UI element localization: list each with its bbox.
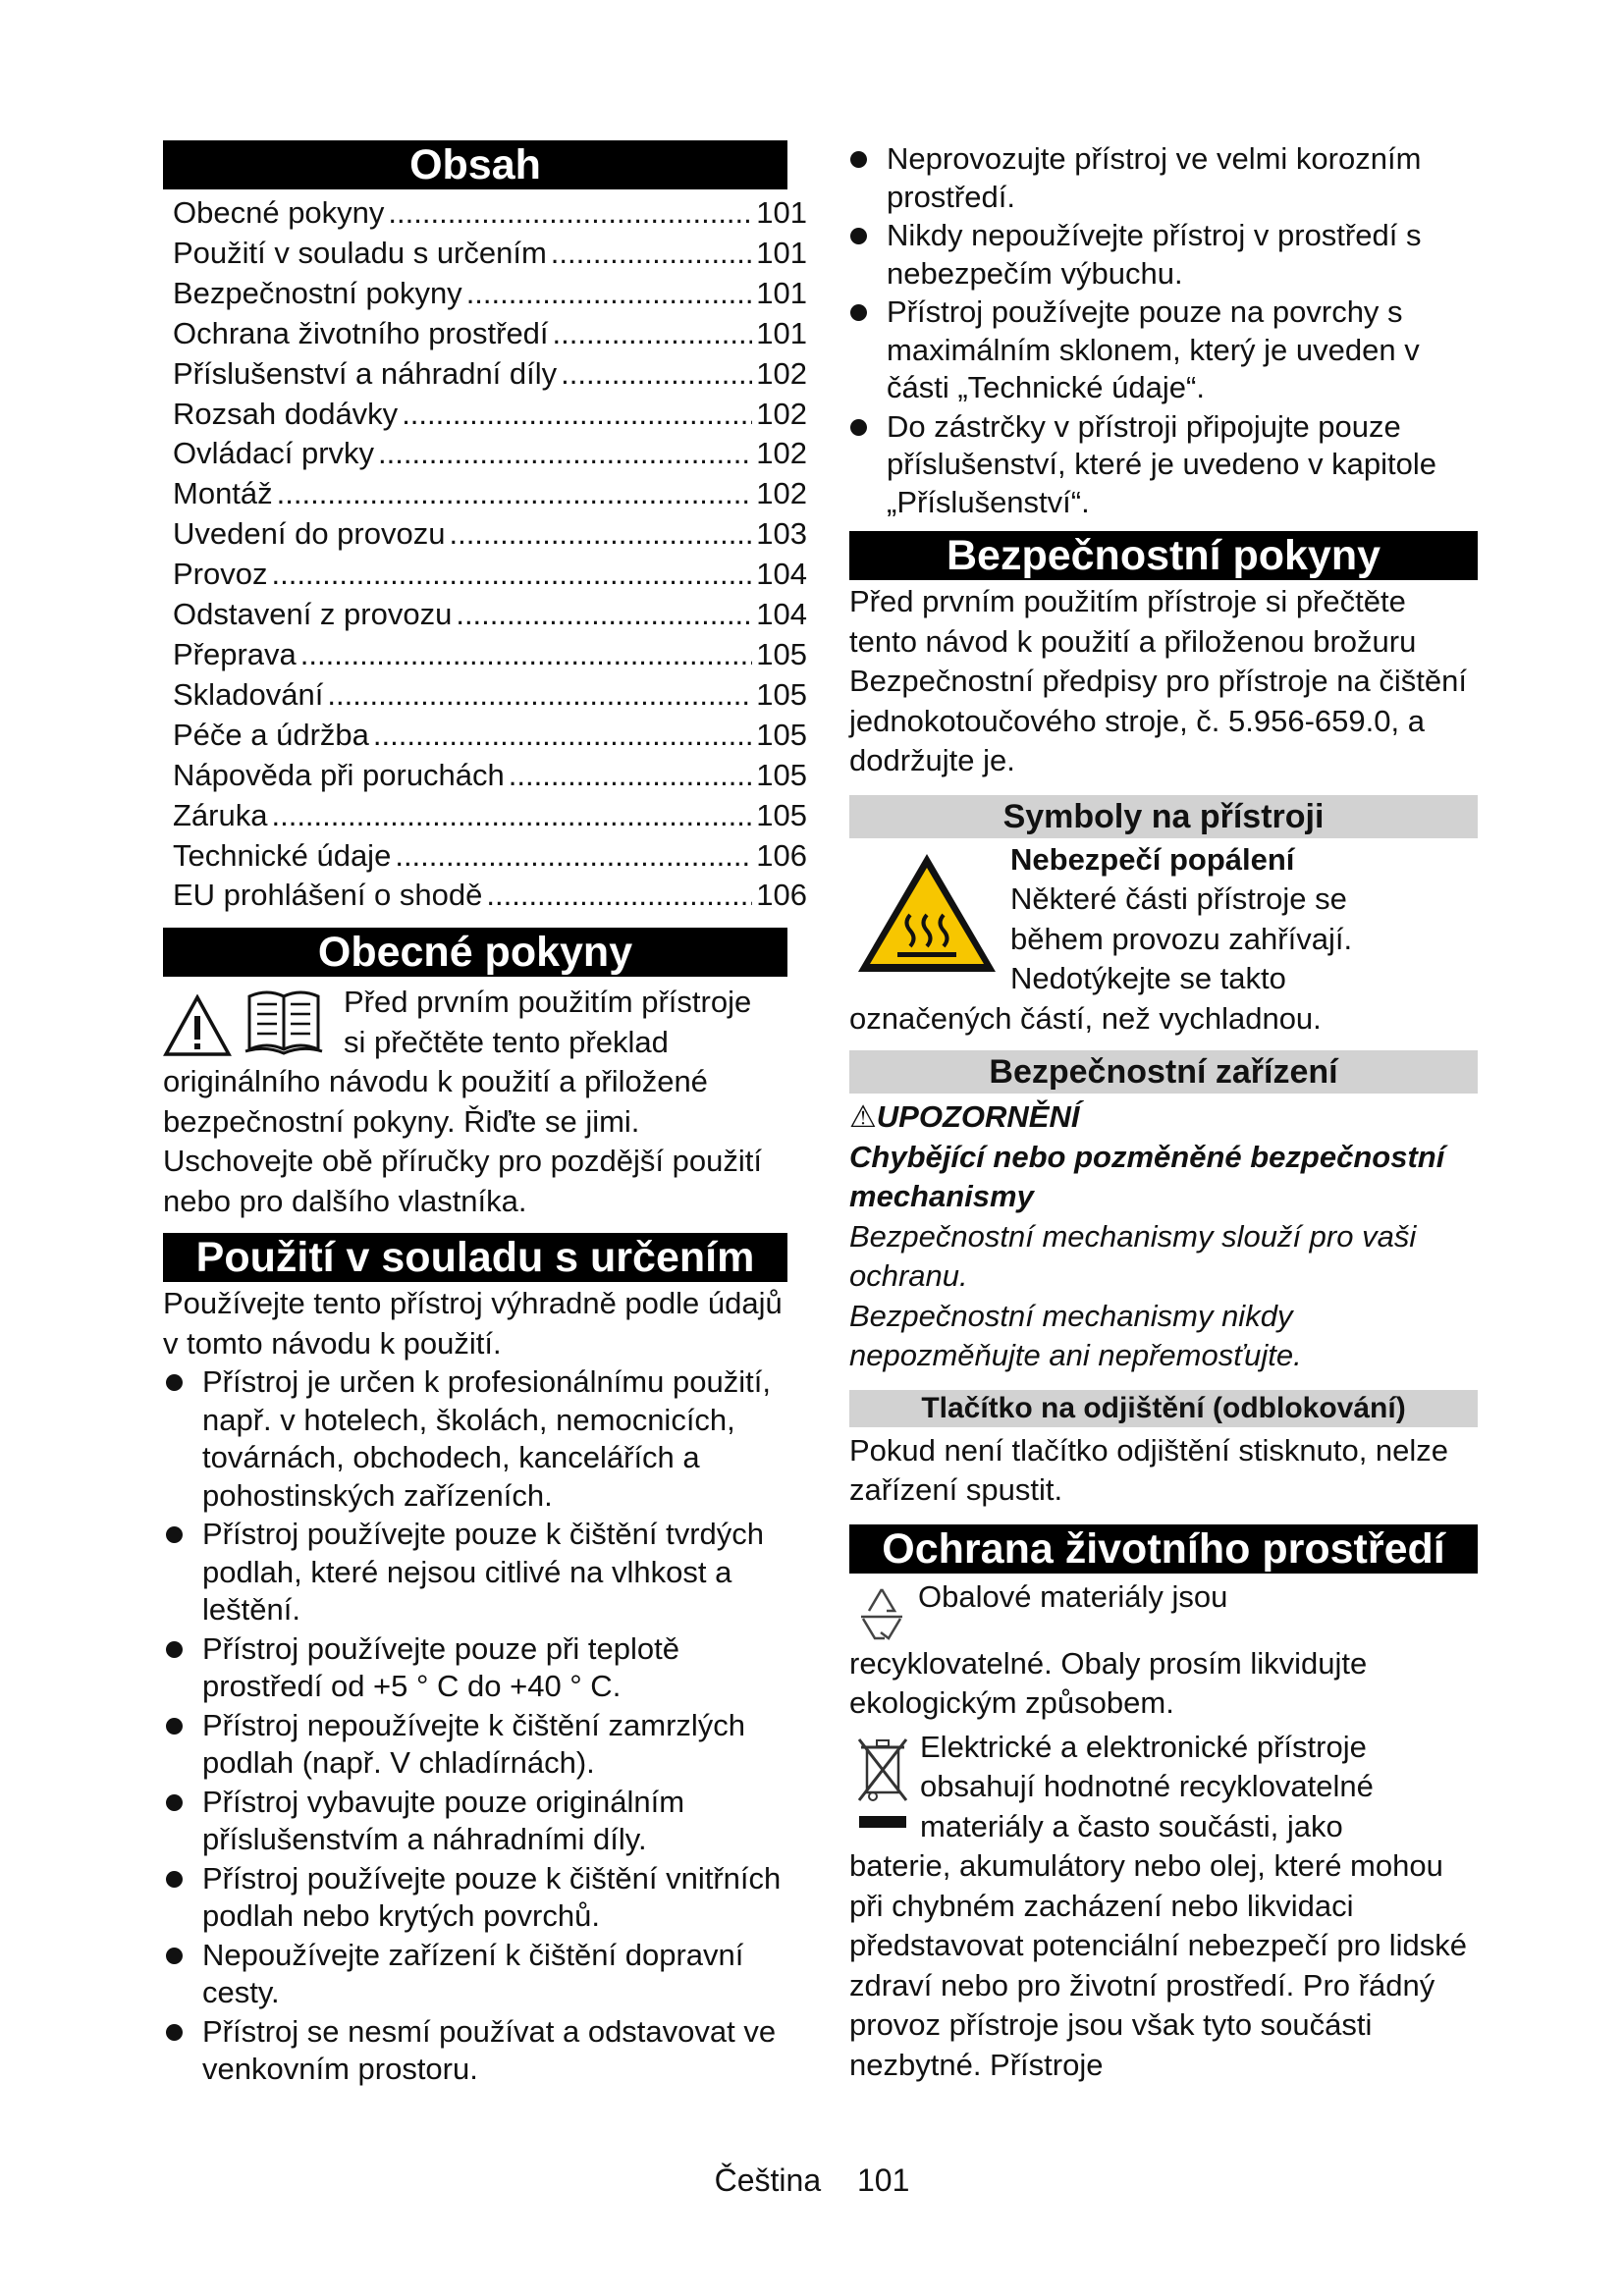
toc-leader-dots xyxy=(509,756,752,796)
toc-entry-page: 105 xyxy=(756,757,807,792)
toc-entry-page: 106 xyxy=(756,837,807,873)
unlock-button-heading: Tlačítko na odjištění (odblokování) xyxy=(849,1390,1478,1427)
toc-entry-page: 105 xyxy=(756,717,807,752)
toc-entry xyxy=(173,434,807,474)
list-item: Neprovozujte přístroj ve velmi korozním prostředí. xyxy=(847,140,1478,216)
toc-entry xyxy=(173,234,807,274)
intended-use-list-continued xyxy=(847,140,1478,521)
toc-entry-label: Odstavení z provozu xyxy=(173,597,453,632)
bullet-icon xyxy=(166,1718,183,1735)
toc-entry-page: 104 xyxy=(756,597,807,632)
hot-surface-warning-icon xyxy=(853,848,1001,976)
list-item: Přístroj používejte pouze při teplotě prostředí od +5 ° C do +40 ° C. xyxy=(163,1630,787,1706)
right-column xyxy=(849,140,1478,2085)
weee-text-4: baterie, akumulátory nebo olej, které mohou při chybném zacházení nebo likvidaci představovat potenciální nebezpečí pro lidské zdraví nebo pro životní prostředí. Pro řádný provoz přístroje jsou však tyto součásti nezbytné. Přístroje xyxy=(849,1848,1468,2082)
warning-text-1: Bezpečnostní mechanismy slouží pro vaši ochranu. xyxy=(849,1218,1417,1293)
manual-book-icon xyxy=(242,983,326,1057)
toc-entry-page: 105 xyxy=(756,797,807,832)
toc-leader-dots xyxy=(395,836,752,877)
toc-leader-dots xyxy=(271,555,752,595)
recycling-text-2: recyklovatelné. Obaly prosím likvidujte ekologickým způsobem. xyxy=(849,1645,1368,1720)
toc-leader-dots xyxy=(456,595,752,635)
weee-text-2: obsahují hodnotné recyklovatelné xyxy=(920,1769,1374,1803)
toc-entry-label: Péče a údržba xyxy=(173,717,369,752)
page-footer xyxy=(0,2163,1624,2199)
table-of-contents xyxy=(173,193,807,916)
toc-entry-label: Přeprava xyxy=(173,636,297,671)
intended-use-intro: Používejte tento přístroj výhradně podle údajů v tomto návodu k použití. xyxy=(163,1286,783,1361)
list-item: Přístroj je určen k profesionálnímu použití, např. v hotelech, školách, nemocnicích, továrnách, obchodech, kancelářích a pohostinských zařízeních. xyxy=(163,1363,787,1515)
icon-group xyxy=(163,983,338,1061)
toc-entry-label: Technické údaje xyxy=(173,837,392,873)
weee-text-3: materiály a často součásti, jako xyxy=(920,1808,1343,1843)
safety-heading: Bezpečnostní pokyny xyxy=(849,531,1478,580)
list-item: Přístroj vybavujte pouze originálním příslušenstvím a náhradními díly. xyxy=(163,1784,787,1859)
intended-use-heading: Použití v souladu s určením xyxy=(163,1233,787,1282)
toc-leader-dots xyxy=(561,354,752,395)
toc-entry-label: Rozsah dodávky xyxy=(173,396,399,431)
left-column xyxy=(163,140,807,2090)
burn-hazard-text-4: označených částí, než vychladnou. xyxy=(849,1000,1322,1036)
toc-entry xyxy=(173,314,807,354)
burn-hazard-block xyxy=(849,840,1478,1040)
bullet-icon xyxy=(166,1871,183,1888)
bullet-icon xyxy=(850,228,867,244)
toc-entry-label: Záruka xyxy=(173,797,268,832)
toc-entry-page: 105 xyxy=(756,636,807,671)
burn-hazard-title: Nebezpečí popálení xyxy=(1010,841,1295,877)
safety-devices-heading: Bezpečnostní zařízení xyxy=(849,1050,1478,1094)
toc-entry-label: Montáž xyxy=(173,476,273,511)
toc-leader-dots xyxy=(277,474,753,514)
toc-entry-label: Skladování xyxy=(173,676,324,712)
general-text: originálního návodu k použití a přiložené bezpečnostní pokyny. Řiďte se jimi. Uschovejte obě příručky pro pozdější použití nebo pro dalšího vlastníka. xyxy=(163,1064,762,1218)
list-item: Přístroj používejte pouze na povrchy s maximálním sklonem, který je uveden v části „Technické údaje“. xyxy=(847,294,1478,407)
toc-entry xyxy=(173,796,807,836)
general-section xyxy=(163,983,787,1221)
general-text-line1: Před prvním použitím přístroje xyxy=(344,985,752,1020)
toc-entry-label: Ochrana životního prostředí xyxy=(173,315,549,350)
recycling-text-1: Obalové materiály jsou xyxy=(918,1578,1228,1614)
warning-title: Chybějící nebo pozměněné bezpečnostní mechanismy xyxy=(849,1139,1445,1213)
toc-entry-page: 102 xyxy=(756,355,807,391)
toc-entry-label: Uvedení do provozu xyxy=(173,516,446,552)
toc-entry-page: 105 xyxy=(756,676,807,712)
toc-entry-page: 101 xyxy=(756,235,807,270)
general-heading: Obecné pokyny xyxy=(163,928,787,977)
toc-heading: Obsah xyxy=(163,140,787,189)
toc-leader-dots xyxy=(486,876,752,916)
list-item: Nepoužívejte zařízení k čištění dopravní cesty. xyxy=(163,1937,787,2012)
toc-entry xyxy=(173,836,807,877)
toc-entry-page: 102 xyxy=(756,476,807,511)
burn-hazard-text-1: Některé části přístroje se xyxy=(1010,881,1347,916)
toc-entry-label: Ovládací prvky xyxy=(173,436,375,471)
warning-icon xyxy=(163,994,232,1057)
warning-label: ⚠UPOZORNĚNÍ xyxy=(849,1099,1080,1134)
burn-hazard-text-2: během provozu zahřívají. xyxy=(1010,921,1353,956)
toc-entry xyxy=(173,876,807,916)
toc-entry xyxy=(173,675,807,716)
toc-entry xyxy=(173,193,807,234)
toc-leader-dots xyxy=(551,234,752,274)
toc-leader-dots xyxy=(402,395,752,435)
toc-entry xyxy=(173,354,807,395)
toc-entry-label: Bezpečnostní pokyny xyxy=(173,275,462,310)
list-item: Přístroj používejte pouze k čištění vnitřních podlah nebo krytých povrchů. xyxy=(163,1860,787,1936)
bullet-icon xyxy=(166,1794,183,1811)
toc-entry xyxy=(173,756,807,796)
toc-leader-dots xyxy=(449,514,752,555)
toc-entry-label: Nápověda při poruchách xyxy=(173,757,505,792)
weee-block xyxy=(849,1728,1478,2086)
bullet-icon xyxy=(166,1641,183,1658)
unlock-button-text: Pokud není tlačítko odjištění stisknuto, nelze zařízení spustit. xyxy=(849,1432,1449,1507)
toc-entry xyxy=(173,555,807,595)
symbols-heading: Symboly na přístroji xyxy=(849,795,1478,838)
toc-entry-page: 104 xyxy=(756,557,807,592)
bullet-icon xyxy=(850,419,867,436)
toc-entry-page: 101 xyxy=(756,275,807,310)
warning-icon: ⚠ xyxy=(849,1099,877,1134)
toc-entry xyxy=(173,274,807,314)
list-item: Přístroj používejte pouze k čištění tvrdých podlah, které nejsou citlivé na vlhkost a leštění. xyxy=(163,1516,787,1629)
toc-entry-page: 101 xyxy=(756,315,807,350)
list-item: Do zástrčky v přístroji připojujte pouze příslušenství, které je uvedeno v kapitole „Příslušenství“. xyxy=(847,408,1478,522)
toc-leader-dots xyxy=(378,434,752,474)
bullet-icon xyxy=(166,1948,183,1964)
list-item: Nikdy nepoužívejte přístroj v prostředí s nebezpečím výbuchu. xyxy=(847,217,1478,293)
toc-entry xyxy=(173,514,807,555)
toc-entry-page: 102 xyxy=(756,436,807,471)
toc-entry-page: 101 xyxy=(756,195,807,230)
toc-entry-label: Obecné pokyny xyxy=(173,195,385,230)
toc-entry-label: EU prohlášení o shodě xyxy=(173,878,483,913)
toc-entry xyxy=(173,635,807,675)
toc-leader-dots xyxy=(373,716,752,756)
bullet-icon xyxy=(166,1374,183,1391)
list-item: Přístroj se nesmí používat a odstavovat ve venkovním prostoru. xyxy=(163,2013,787,2089)
toc-entry-page: 102 xyxy=(756,396,807,431)
bullet-icon xyxy=(166,2024,183,2041)
environment-heading: Ochrana životního prostředí xyxy=(849,1524,1478,1574)
toc-entry-label: Použití v souladu s určením xyxy=(173,235,547,270)
toc-entry xyxy=(173,595,807,635)
toc-entry-label: Příslušenství a náhradní díly xyxy=(173,355,558,391)
toc-leader-dots xyxy=(327,675,752,716)
toc-entry-page: 106 xyxy=(756,878,807,913)
bullet-icon xyxy=(850,151,867,168)
toc-entry xyxy=(173,716,807,756)
toc-leader-dots xyxy=(271,796,752,836)
toc-leader-dots xyxy=(388,193,752,234)
toc-leader-dots xyxy=(300,635,752,675)
weee-text-1: Elektrické a elektronické přístroje xyxy=(920,1729,1367,1764)
footer-language: Čeština xyxy=(714,2163,822,2198)
toc-entry xyxy=(173,395,807,435)
safety-text: Před prvním použitím přístroje si přečtěte tento návod k použití a přiloženou brožuru Bezpečnostní předpisy pro přístroje na čištění jednokotoučového stroje, č. 5.956-659.0, a dodržujte je. xyxy=(849,584,1467,777)
recycling-block xyxy=(849,1577,1478,1724)
general-text-line2: si přečtěte tento překlad xyxy=(344,1024,669,1059)
recycling-icon xyxy=(851,1583,912,1644)
list-item: Přístroj nepoužívejte k čištění zamrzlých podlah (např. V chladírnách). xyxy=(163,1707,787,1783)
warning-text-2: Bezpečnostní mechanismy nikdy nepozměňujte ani nepřemosťujte. xyxy=(849,1298,1302,1372)
page-number: 101 xyxy=(857,2163,910,2198)
burn-hazard-text-3: Nedotýkejte se takto xyxy=(1010,961,1286,995)
toc-leader-dots xyxy=(466,274,753,314)
crossed-bin-icon xyxy=(851,1732,914,1840)
toc-entry xyxy=(173,474,807,514)
bullet-icon xyxy=(850,304,867,321)
toc-entry-label: Provoz xyxy=(173,557,268,592)
intended-use-list xyxy=(163,1363,787,2089)
toc-entry-page: 103 xyxy=(756,516,807,552)
toc-leader-dots xyxy=(553,314,753,354)
bullet-icon xyxy=(166,1526,183,1543)
